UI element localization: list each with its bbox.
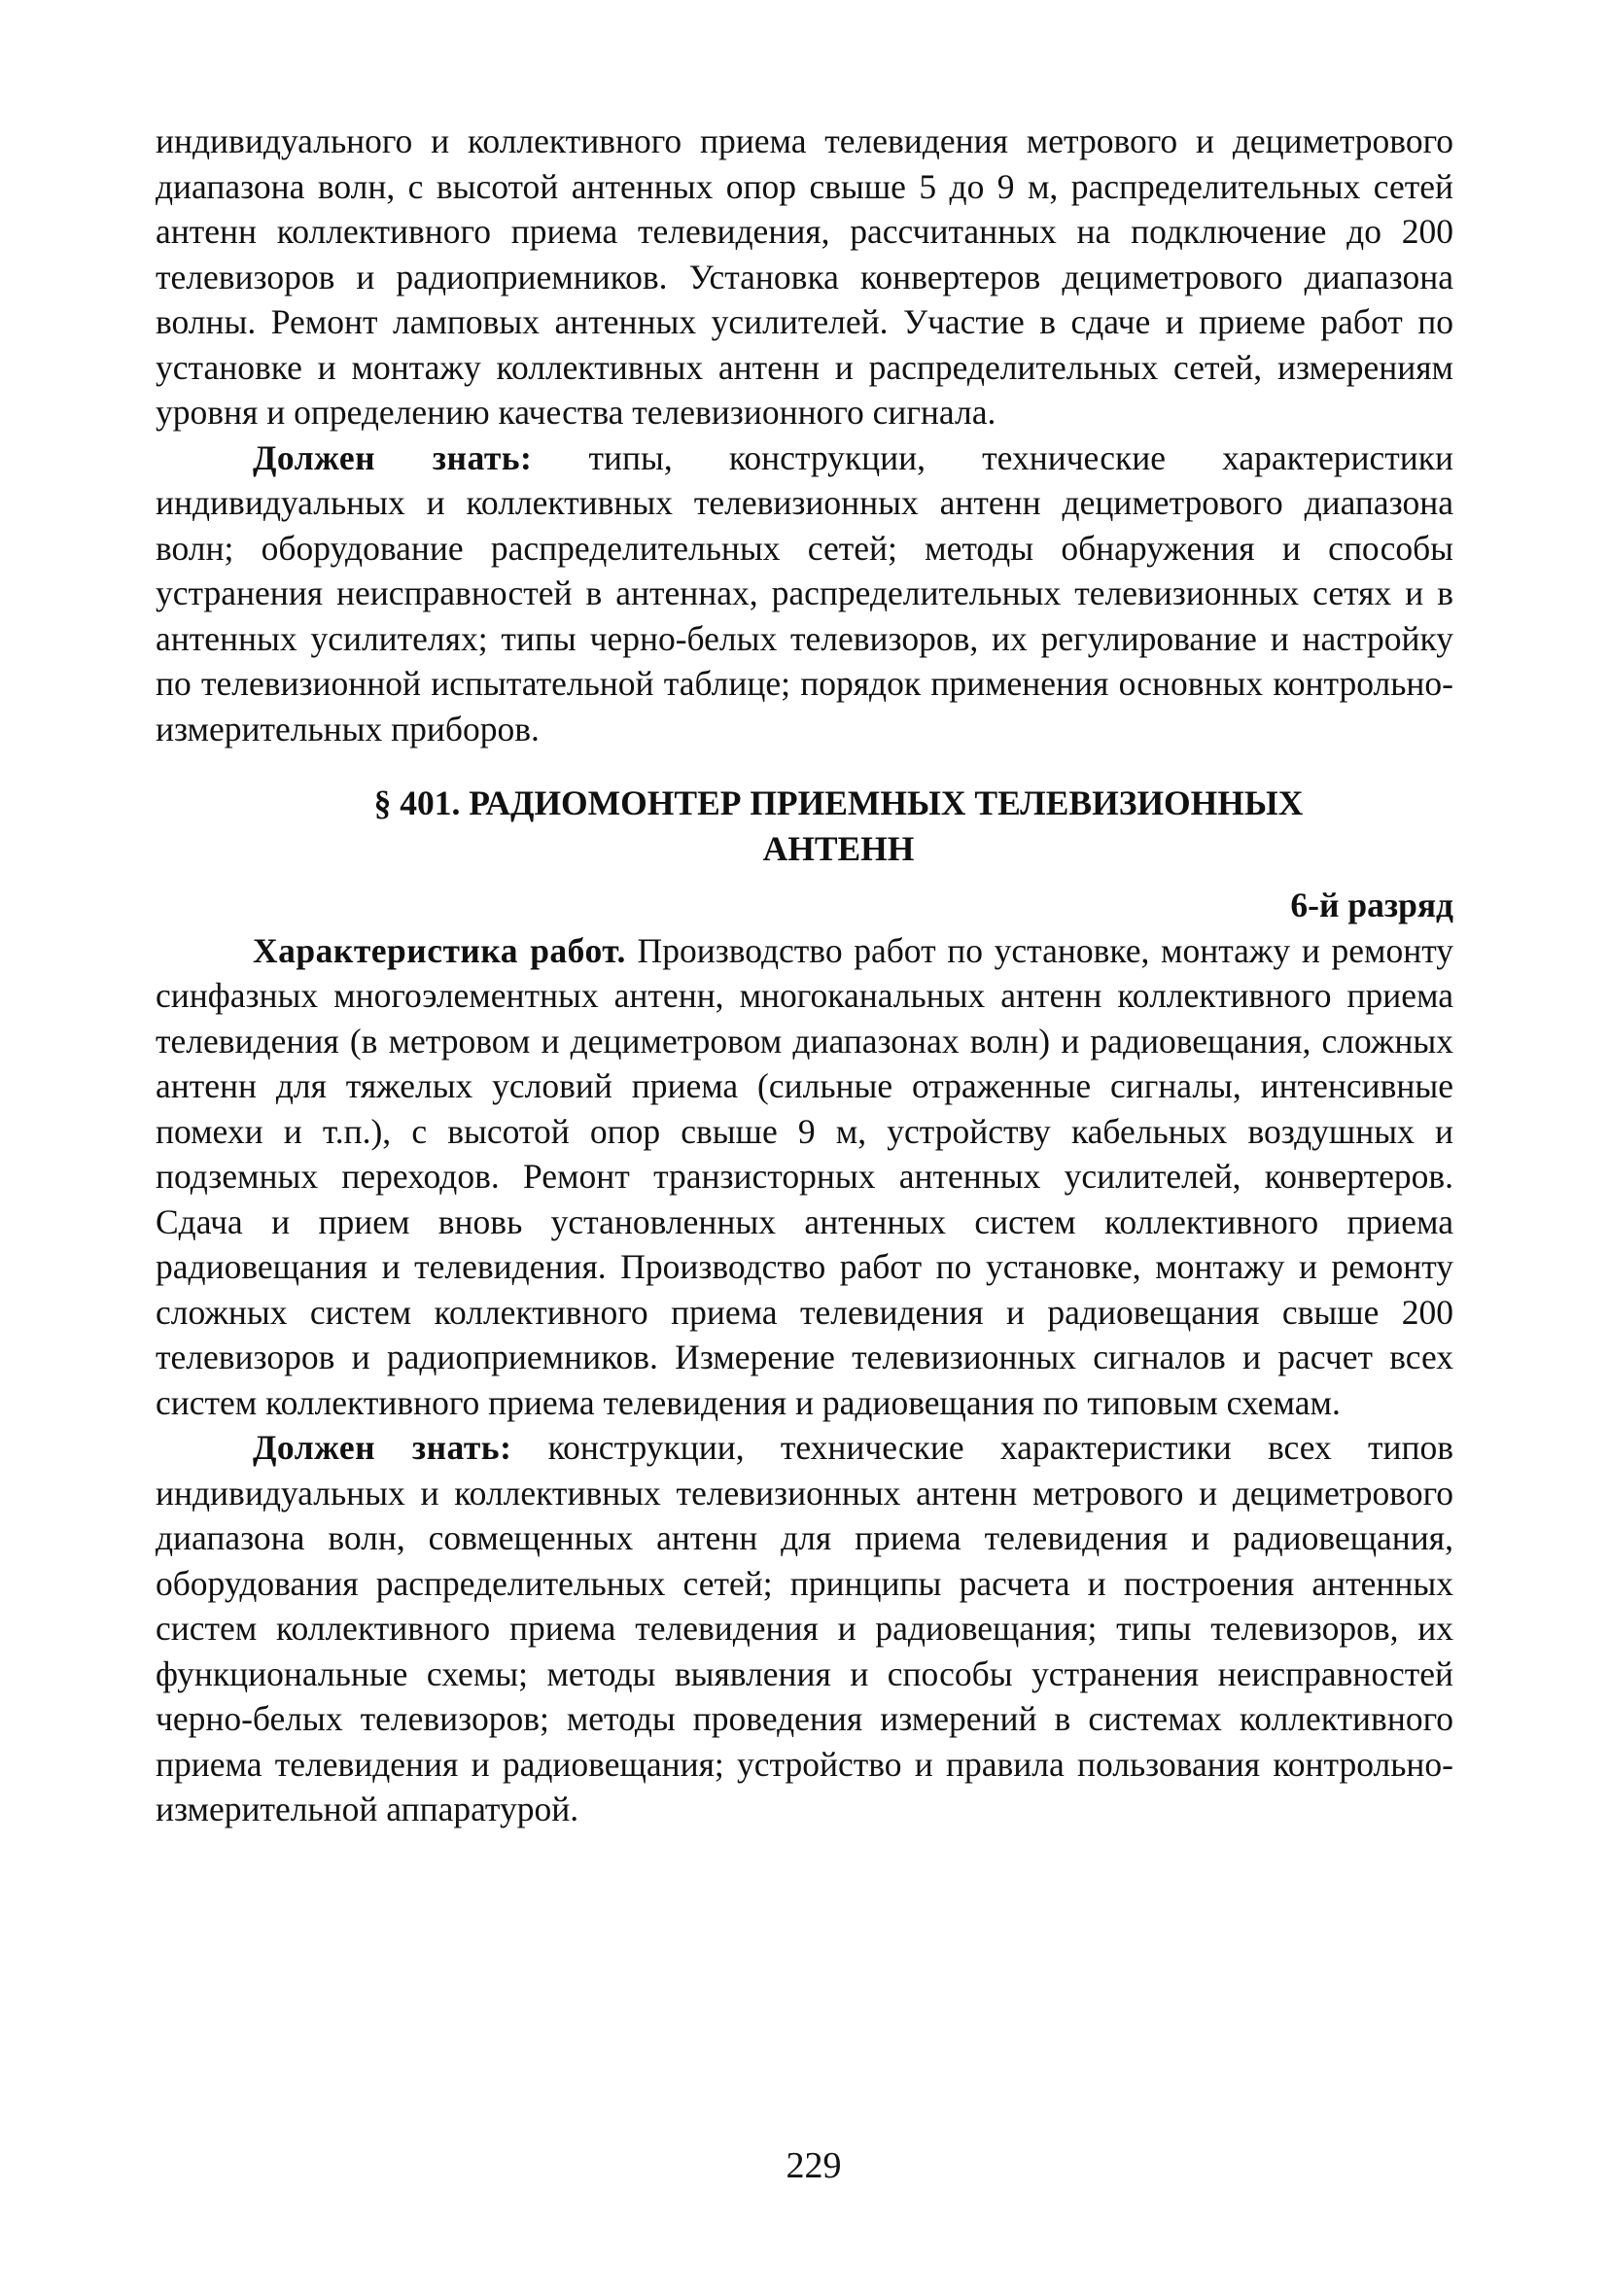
section-title <box>156 781 1453 871</box>
paragraph-continuation: индивидуального и коллективного приема телевидения метрового и дециметрового диапазона волн, с высотой антенных опор свыше 5 до 9 м, распределительных сетей антенн коллективного приема телевидения, рассчитанных на подключение до 200 телевизоров и радиоприемников. Установка конвертеров дециметрового диапазона волны. Ремонт ламповых антенных усилителей. Участие в сдаче и приеме работ по установке и монтажу коллективных антенн и распределительных сетей, измерениям уровня и определению качества телевизионного сигнала. <box>156 122 1453 432</box>
grade-label: 6-й разряд <box>1290 886 1453 924</box>
paragraph-lead-must-know: Должен знать: <box>253 437 533 477</box>
paragraph-lead-characteristics: Характеристика работ. <box>253 930 626 970</box>
section-title-line-1: § 401. РАДИОМОНТЕР ПРИЕМНЫХ ТЕЛЕВИЗИОННЫХ <box>373 783 1304 822</box>
section-title-line-2: АНТЕНН <box>762 828 915 868</box>
paragraph-text: типы, конструкции, технические характеристики индивидуальных и коллективных телевизионных антенн дециметрового диапазона волн; оборудование распределительных сетей; методы обнаружения и способы устранения неисправностей в антеннах, распределительных телевизионных сетях и в антенных усилителях; типы черно-белых телевизоров, их регулирование и настройку по телевизионной испытательной таблице; порядок применения основных контрольно-измерительных приборов. <box>156 437 1453 748</box>
page-body <box>156 119 1453 1832</box>
paragraph-work-characteristics <box>156 928 1453 1426</box>
paragraph-must-know-2 <box>156 1425 1453 1832</box>
paragraph-text: конструкции, технические характеристики всех типов индивидуальных и коллективных телевизионных антенн метрового и дециметрового диапазона волн, совмещенных антенн для приема телевидения и радиовещания, оборудования распределительных сетей; принципы расчета и построения антенных систем коллективного приема телевидения и радиовещания; типы телевизоров, их функциональные схемы; методы выявления и способы устранения неисправностей черно-белых телевизоров; методы проведения измерений в системах коллективного приема телевидения и радиовещания; устройство и правила пользования контрольно-измерительной аппаратурой. <box>156 1428 1453 1828</box>
paragraph-lead-must-know: Должен знать: <box>253 1428 512 1467</box>
page-number: 229 <box>786 2145 842 2186</box>
paragraph-text: Производство работ по установке, монтажу и ремонту синфазных многоэлементных антенн, многоканальных антенн коллективного приема телевидения (в метровом и дециметровом диапазонах волн) и радиовещания, сложных антенн для тяжелых условий приема (сильные отраженные сигналы, интенсивные помехи и т.п.), с высотой опор свыше 9 м, устройству кабельных воздушных и подземных переходов. Ремонт транзисторных антенных усилителей, конвертеров. Сдача и прием вновь установленных антенных систем коллективного приема радиовещания и телевидения. Производство работ по установке, монтажу и ремонту сложных систем коллективного приема телевидения и радиовещания свыше 200 телевизоров и радиоприемников. Измерение телевизионных сигналов и расчет всех систем коллективного приема телевидения и радиовещания по типовым схемам. <box>156 930 1454 1422</box>
paragraph-must-know-1 <box>156 435 1453 752</box>
